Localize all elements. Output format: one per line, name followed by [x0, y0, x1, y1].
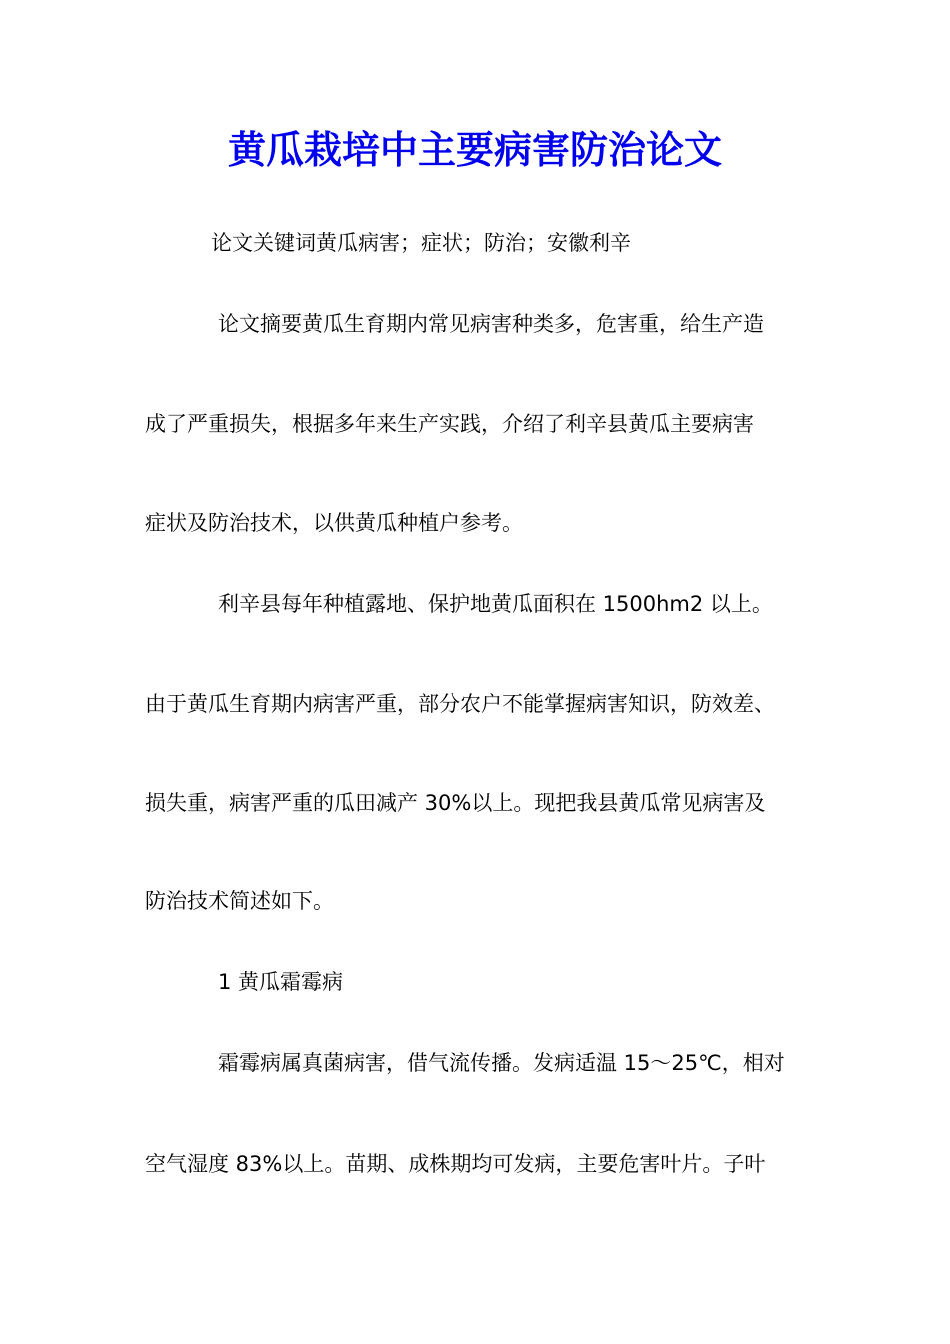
abstract-line-2: 成了严重损失，根据多年来生产实践，介绍了利辛县黄瓜主要病害	[145, 412, 754, 436]
abstract-line-3: 症状及防治技术，以供黄瓜种植户参考。	[145, 511, 523, 535]
abstract-line-1: 论文摘要黄瓜生育期内常见病害种类多，危害重，给生产造	[218, 312, 764, 336]
intro-line-1: 利辛县每年种植露地、保护地黄瓜面积在 1500hm2 以上。	[218, 592, 773, 616]
section-1-line-1: 霜霉病属真菌病害，借气流传播。发病适温 15～25℃，相对	[218, 1051, 785, 1075]
intro-line-4: 防治技术简述如下。	[145, 889, 334, 913]
keywords-line: 论文关键词黄瓜病害；症状；防治；安徽利辛	[211, 231, 631, 255]
document-title: 黄瓜栽培中主要病害防治论文	[227, 127, 722, 172]
section-1-line-2: 空气湿度 83%以上。苗期、成株期均可发病，主要危害叶片。子叶	[145, 1152, 766, 1176]
section-1-heading: 1 黄瓜霜霉病	[218, 970, 344, 994]
intro-line-2: 由于黄瓜生育期内病害严重，部分农户不能掌握病害知识，防效差、	[145, 692, 775, 716]
intro-line-3: 损失重，病害严重的瓜田减产 30%以上。现把我县黄瓜常见病害及	[145, 791, 766, 815]
